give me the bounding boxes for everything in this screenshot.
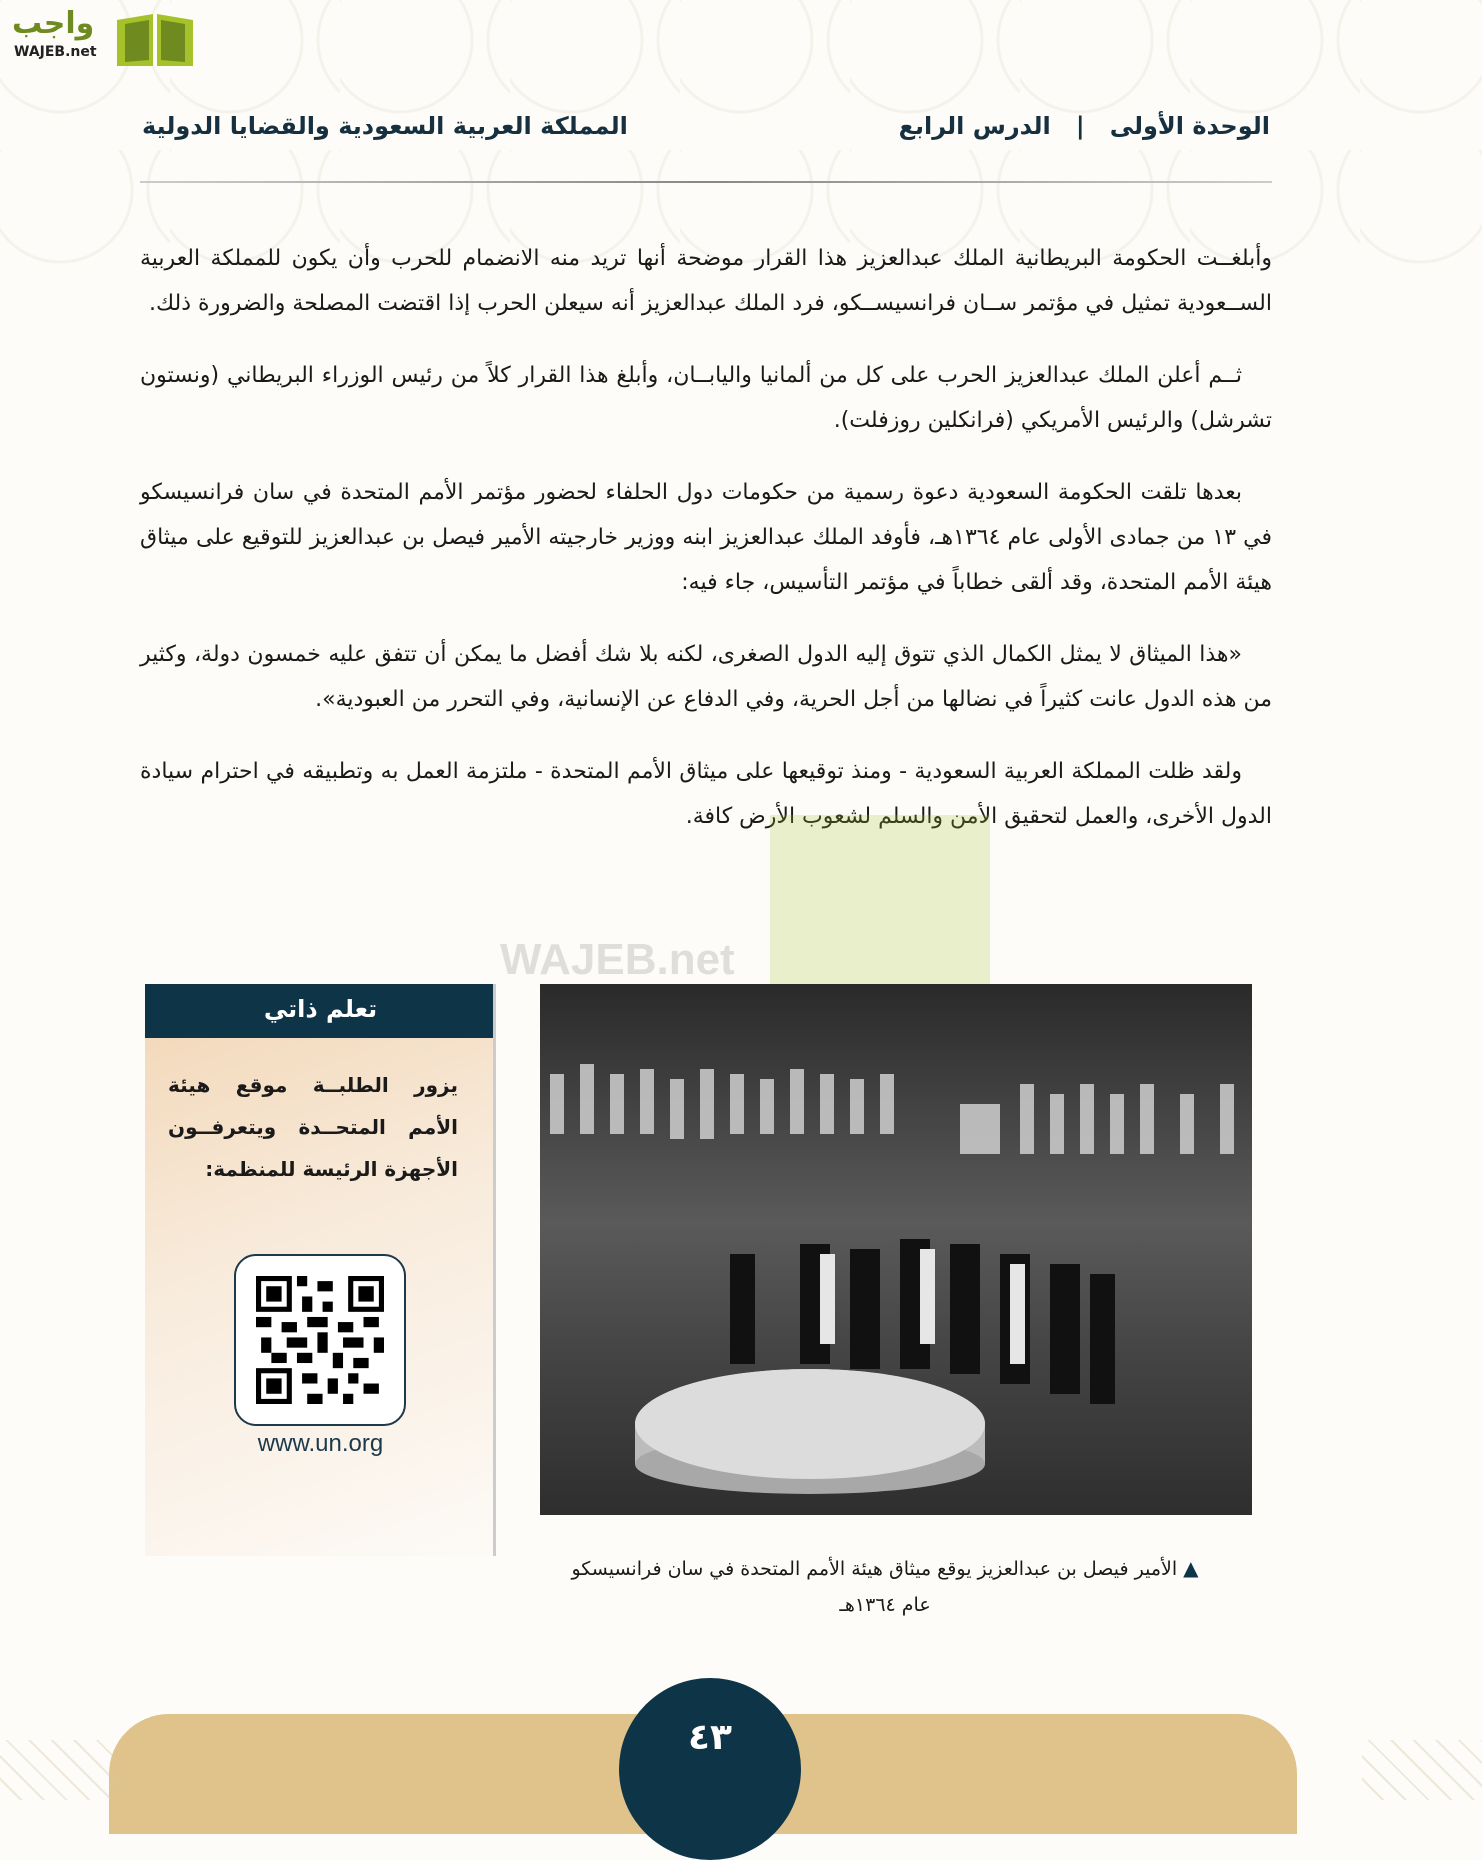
lesson-label: الدرس الرابع <box>898 112 1051 140</box>
logo-latin: WAJEB.net <box>14 44 97 60</box>
book-icon <box>115 10 195 68</box>
self-learning-text: يزور الطلبــة موقع هيئة الأمم المتحــدة ويتعرفــون الأجهزة الرئيسة للمنظمة: <box>168 1073 458 1181</box>
quote-paragraph: «هذا الميثاق لا يمثل الكمال الذي تتوق إليه الدول الصغرى، لكنه بلا شك أفضل ما يمكن أن تتفق عليه خمسون دولة، وكثير من هذه الدول عانت كثيراً في نضالها من أجل الحرية، وفي الدفاع عن الإنسانية، وفي التحرر من العبودية». <box>140 642 1272 712</box>
photo-caption <box>560 1550 1210 1623</box>
self-learning-box <box>145 984 496 1556</box>
header-divider <box>140 181 1272 183</box>
qr-code-icon <box>256 1276 384 1404</box>
self-learning-title: تعلم ذاتي <box>145 984 496 1038</box>
flags <box>550 1064 1234 1154</box>
header-separator: | <box>1075 112 1085 140</box>
qr-code[interactable] <box>234 1254 406 1426</box>
header-unit-lesson <box>899 112 1270 140</box>
unit-label: الوحدة الأولى <box>1109 112 1270 140</box>
paragraph: وأبلغــت الحكومة البريطانية الملك عبدالعزيز هذا القرار موضحة أنها تريد منه الانضمام للحرب وأن يكون للمملكة العربية الســعودية تمثيل في مؤتمر ســان فرانسيســكو، فرد الملك عبدالعزيز أنه سيعلن الحرب إذا اقتضت المصلحة والضرورة ذلك. <box>140 246 1272 316</box>
watermark: WAJEB.net <box>500 815 1000 985</box>
paragraph: ثــم أعلن الملك عبدالعزيز الحرب على كل من ألمانيا واليابــان، وأبلغ هذا القرار كلاً من رئيس الوزراء البريطاني (ونستون تشرشل) والرئيس الأمريكي (فرانكلين روزفلت). <box>140 363 1272 433</box>
caption-text: الأمير فيصل بن عبدالعزيز يوقع ميثاق هيئة الأمم المتحدة في سان فرانسيسكو عام ١٣٦٤هـ <box>571 1558 1178 1616</box>
lesson-text <box>140 236 1272 866</box>
paragraph: بعدها تلقت الحكومة السعودية دعوة رسمية من حكومات دول الحلفاء لحضور مؤتمر الأمم المتحدة في سان فرانسيسكو في ١٣ من جمادى الأولى عام ١٣٦٤هـ، فأوفد الملك عبدالعزيز ابنه ووزير خارجيته الأمير فيصل بن عبدالعزيز للتوقيع على ميثاق هيئة الأمم المتحدة، وقد ألقى خطاباً في مؤتمر التأسيس، جاء فيه: <box>140 480 1272 595</box>
chapter-title: المملكة العربية السعودية والقضايا الدولية <box>142 112 628 140</box>
triangle-bullet-icon: ▲ <box>1183 1556 1199 1580</box>
page-number: ٤٣ <box>619 1678 801 1860</box>
wajeb-logo <box>10 6 190 66</box>
paragraph: ولقد ظلت المملكة العربية السعودية - ومنذ توقيعها على ميثاق الأمم المتحدة - ملتزمة العمل به وتطبيقه في احترام سيادة الدول الأخرى، والعمل لتحقيق الأمن والسلم لشعوب الأرض كافة. <box>140 759 1272 829</box>
footer-pattern-right <box>1362 1740 1482 1800</box>
historical-photo <box>540 984 1252 1515</box>
footer-pattern-left <box>0 1740 120 1800</box>
logo-arabic: واجب <box>12 6 95 41</box>
un-website-link[interactable]: www.un.org <box>257 1430 384 1457</box>
